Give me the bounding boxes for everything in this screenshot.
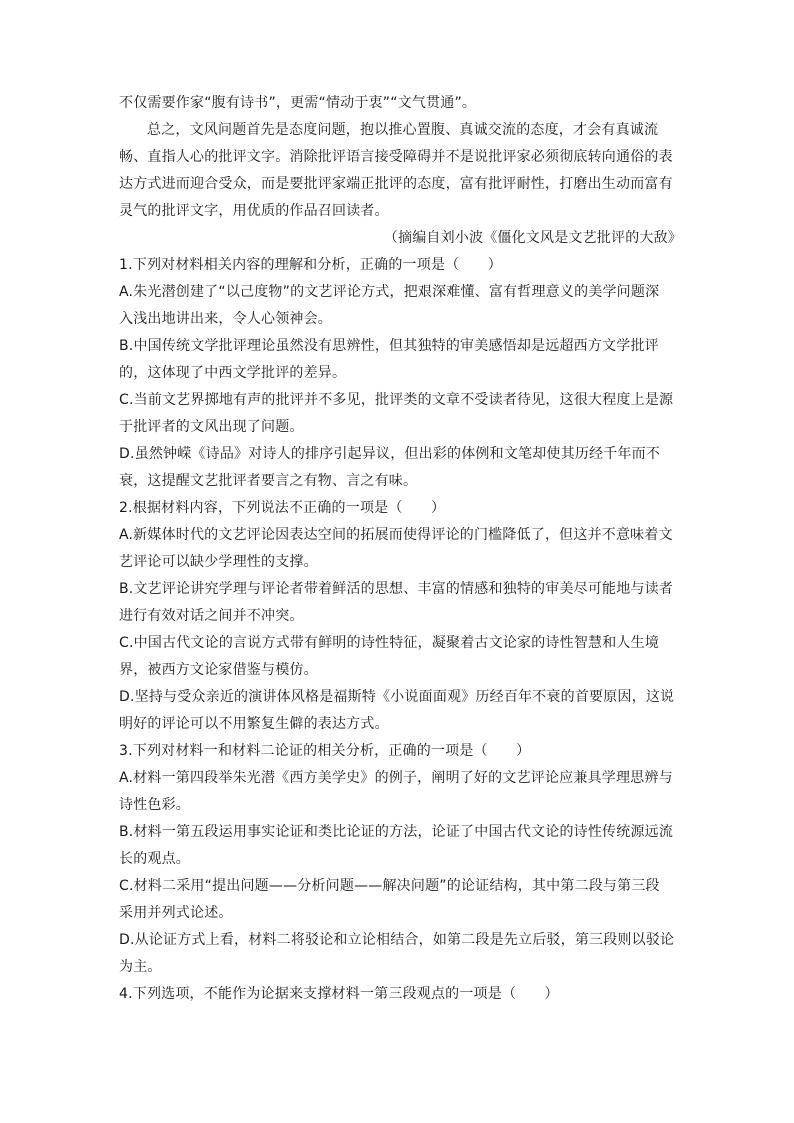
option-line: 的，这体现了中西文学批评的差异。 — [119, 365, 347, 381]
passage-line: 畅、直指人心的批评文字。消除批评语言接受障碍并不是说批评家必须彻底转向通俗的表 — [119, 149, 673, 165]
option-line: C.材料二采用“提出问题——分析问题——解决问题”的论证结构，其中第二段与第三段 — [119, 878, 660, 894]
option-line: A.材料一第四段举朱光潜《西方美学史》的例子，阐明了好的文艺评论应兼具学理思辨与 — [119, 770, 673, 786]
option-line: 进行有效对话之间并不冲突。 — [119, 608, 304, 624]
option-line: A.朱光潜创建了“以己度物”的文艺评论方式，把艰深难懂、富有哲理意义的美学问题深 — [119, 284, 660, 300]
question-stem: 4.下列选项，不能作为论据来支撑材料一第三段观点的一项是（ ） — [119, 986, 559, 1002]
option-line: D.从论证方式上看，材料二将驳论和立论相结合，如第二段是先立后驳，第三段则以驳论 — [119, 932, 675, 948]
option-line: 诗性色彩。 — [119, 797, 190, 813]
option-line: 衰，这提醒文艺批评者要言之有物、言之有味。 — [119, 473, 418, 489]
passage-line: 总之，文风问题首先是态度问题，抱以推心置腹、真诚交流的态度，才会有真诚流 — [147, 122, 659, 138]
option-line: C.当前文艺界掷地有声的批评并不多见，批评类的文章不受读者待见，这很大程度上是源 — [119, 392, 674, 408]
passage-line: 不仅需要作家“腹有诗书”，更需“情动于衷”“文气贯通”。 — [119, 95, 477, 111]
option-line: 为主。 — [119, 959, 162, 975]
option-line: 采用并列式论述。 — [119, 905, 233, 921]
option-line: 界，被西方文论家借鉴与模仿。 — [119, 662, 318, 678]
option-line: 入浅出地讲出来，令人心领神会。 — [119, 311, 332, 327]
question-stem: 3.下列对材料一和材料二论证的相关分析，正确的一项是（ ） — [119, 743, 531, 759]
passage-line: 达方式进而迎合受众，而是要批评家端正批评的态度，富有批评耐性，打磨出生动而富有 — [119, 176, 673, 192]
question-stem: 2.根据材料内容，下列说法不正确的一项是（ ） — [119, 500, 446, 516]
option-line: D.虽然钟嵘《诗品》对诗人的排序引起异议，但出彩的体例和文笔却使其历经千年而不 — [119, 446, 661, 462]
option-line: B.文艺评论讲究学理与评论者带着鲜活的思想、丰富的情感和独特的审美尽可能地与读者 — [119, 581, 674, 597]
option-line: 明好的评论可以不用繁复生僻的表达方式。 — [119, 716, 389, 732]
option-line: A.新媒体时代的文艺评论因表达空间的拓展而使得评论的门槛降低了，但这并不意味着文 — [119, 527, 673, 543]
option-line: B.中国传统文学批评理论虽然没有思辨性，但其独特的审美感悟却是远超西方文学批评 — [119, 338, 659, 354]
option-line: D.坚持与受众亲近的演讲体风格是福斯特《小说面面观》历经百年不衰的首要原因，这说 — [119, 689, 675, 705]
option-line: B.材料一第五段运用事实论证和类比论证的方法，论证了中国古代文论的诗性传统源远流 — [119, 824, 674, 840]
option-line: C.中国古代文论的言说方式带有鲜明的诗性特征，凝聚着古文论家的诗性智慧和人生境 — [119, 635, 660, 651]
source-citation: （摘编自刘小波《僵化文风是文艺批评的大敌》 — [383, 230, 682, 246]
option-line: 长的观点。 — [119, 851, 190, 867]
passage-line: 灵气的批评文字，用优质的作品召回读者。 — [119, 203, 389, 219]
option-line: 于批评者的文风出现了问题。 — [119, 419, 304, 435]
question-stem: 1.下列对材料相关内容的理解和分析，正确的一项是（ ） — [119, 257, 502, 273]
option-line: 艺评论可以缺少学理性的支撑。 — [119, 554, 318, 570]
